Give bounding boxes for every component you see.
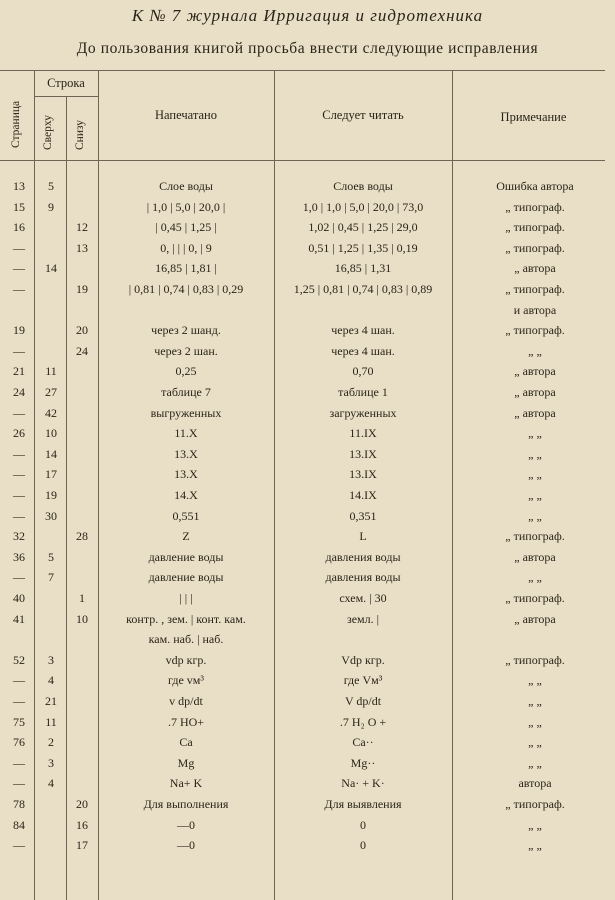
row-page-number: — [13, 467, 25, 482]
row-correct-text: земл. | [346, 611, 380, 626]
row-correct-text: таблице 1 [338, 385, 388, 399]
row-line-from-top [34, 279, 68, 299]
row-line-from-top: 7 [48, 570, 54, 585]
row-page-number: — [13, 343, 25, 358]
row-page-number: 40 [13, 591, 25, 605]
row-correct-text: давления воды [325, 570, 401, 585]
row-line-from-bottom [66, 444, 98, 464]
row-printed-text: 11.X [174, 426, 198, 441]
row-line-from-bottom [66, 773, 98, 793]
row-note: и автора [513, 302, 557, 317]
row-printed-text: давление воды [148, 570, 224, 585]
row-page-number: — [13, 488, 25, 502]
row-line-from-bottom [66, 176, 98, 196]
row-page-number: — [13, 673, 25, 688]
row-correct-text: 13.IX [349, 467, 377, 482]
row-line-from-bottom: 13 [76, 240, 88, 255]
row-printed-text: давление воды [148, 549, 224, 564]
row-line-from-top [34, 815, 68, 835]
row-line-from-bottom [66, 506, 98, 526]
header-top-rule [0, 70, 605, 71]
header-read: Следует читать [322, 108, 404, 122]
row-correct-text: давления воды [325, 549, 401, 564]
row-line-from-top: 11 [45, 714, 57, 729]
row-page-number: 32 [13, 529, 25, 544]
row-line-from-top: 11 [45, 364, 57, 379]
row-page-number: 84 [13, 817, 25, 832]
row-page-number: 52 [13, 652, 25, 667]
row-page-number: — [13, 776, 25, 791]
row-page-number: — [13, 282, 25, 296]
header-top: Сверху [42, 115, 54, 150]
row-line-from-bottom [66, 732, 98, 752]
row-page-number: — [13, 405, 25, 420]
row-page-number: 15 [13, 199, 25, 214]
row-line-from-bottom [66, 300, 98, 320]
row-line-from-top [34, 794, 68, 814]
row-line-from-top [34, 341, 68, 361]
row-line-from-top: 42 [45, 405, 57, 420]
row-page-number: — [13, 508, 25, 523]
row-page-number: — [13, 838, 25, 853]
row-printed-text [98, 300, 274, 320]
row-line-from-bottom [66, 670, 98, 690]
row-printed-text: 13.X [174, 446, 198, 461]
header-note: Примечание [500, 110, 567, 124]
row-note: „ „ [528, 755, 542, 770]
row-page-number: — [13, 570, 25, 585]
row-printed-text: через 2 шанд. [151, 323, 221, 338]
row-line-from-top: 5 [48, 179, 54, 193]
row-correct-text: Mg·· [350, 755, 376, 770]
row-line-from-top: 21 [45, 694, 57, 708]
row-line-from-top: 9 [48, 199, 54, 214]
row-note: „ автора [514, 549, 556, 564]
row-note: „ автора [514, 261, 556, 276]
row-printed-text: vdp кгр. [165, 652, 207, 667]
row-note: „ типограф. [505, 282, 565, 296]
row-correct-text: через 4 шан. [331, 343, 395, 358]
row-correct-text: Ca·· [352, 735, 374, 750]
row-line-from-top [34, 238, 68, 258]
row-correct-text: 1,0 | 1,0 | 5,0 | 20,0 | 73,0 [302, 199, 424, 214]
row-note: „ автора [514, 405, 556, 420]
row-note: „ типограф. [505, 323, 565, 338]
row-correct-text: 0,70 [352, 364, 374, 379]
row-page-number: 24 [13, 385, 25, 399]
row-line-from-bottom [66, 361, 98, 381]
row-page-number: 78 [13, 797, 25, 811]
row-line-from-bottom [66, 464, 98, 484]
header-page: Страница [10, 100, 22, 148]
row-page-number [2, 629, 36, 649]
row-correct-text: Слоев воды [333, 179, 393, 193]
row-page-number: — [13, 755, 25, 770]
row-printed-text: Слое воды [159, 179, 213, 193]
row-printed-text: | 0,81 | 0,74 | 0,83 | 0,29 [128, 282, 244, 296]
row-page-number: — [13, 240, 25, 255]
row-line-from-top [34, 629, 68, 649]
row-correct-text: 14.IX [349, 488, 377, 502]
row-line-from-bottom: 12 [76, 220, 88, 235]
row-line-from-bottom [66, 650, 98, 670]
row-line-from-bottom [66, 485, 98, 505]
row-correct-text: 11.IX [349, 426, 377, 441]
row-correct-text: 0,351 [349, 508, 377, 523]
row-page-number: 76 [13, 735, 25, 750]
row-page-number: 16 [13, 220, 25, 235]
row-correct-text: загруженных [329, 405, 397, 420]
row-correct-text: .7 H₂ O + [339, 714, 387, 729]
row-line-from-top [34, 835, 68, 855]
row-correct-text [275, 629, 451, 649]
row-note: „ „ [528, 446, 542, 461]
row-page-number: 75 [13, 714, 25, 729]
row-page-number: 21 [13, 364, 25, 379]
row-printed-text: .7 HO+ [167, 714, 205, 729]
row-line-from-bottom [66, 258, 98, 278]
row-printed-text: 0,25 [175, 364, 197, 379]
row-printed-text: через 2 шан. [154, 343, 218, 358]
row-page-number: 41 [13, 611, 25, 626]
row-printed-text: v dp/dt [169, 694, 203, 708]
row-printed-text: | 0,45 | 1,25 | [155, 220, 217, 235]
row-printed-text: | | | [179, 591, 193, 605]
row-note: „ „ [528, 714, 542, 729]
row-printed-text: 0, | | | 0, | 9 [160, 240, 212, 255]
row-page-number: — [13, 694, 25, 708]
row-line-from-bottom [66, 567, 98, 587]
row-line-from-bottom [66, 753, 98, 773]
row-line-from-bottom: 28 [76, 529, 88, 544]
row-correct-text: V dp/dt [344, 694, 382, 708]
row-note: „ „ [528, 488, 542, 502]
row-printed-text: таблице 7 [161, 385, 211, 399]
row-correct-text: 1,02 | 0,45 | 1,25 | 29,0 [308, 220, 418, 235]
row-line-from-bottom [66, 197, 98, 217]
row-line-from-bottom: 20 [76, 797, 88, 811]
row-note: „ „ [528, 467, 542, 482]
row-page-number: 19 [13, 323, 25, 338]
row-printed-text: 13.X [174, 467, 198, 482]
row-page-number: — [13, 261, 25, 276]
row-note: „ типограф. [505, 591, 565, 605]
row-note: „ „ [528, 735, 542, 750]
row-line-from-top: 14 [45, 446, 57, 461]
row-correct-text: где Vм³ [343, 673, 383, 688]
row-line-from-bottom [66, 403, 98, 423]
row-line-from-top: 30 [45, 508, 57, 523]
row-line-from-bottom: 24 [76, 343, 88, 358]
row-correct-text: 0 [360, 838, 366, 853]
row-printed-text: Для выполнения [143, 797, 229, 811]
row-line-from-bottom [66, 712, 98, 732]
row-line-from-top: 17 [45, 467, 57, 482]
row-line-from-bottom [66, 547, 98, 567]
row-note: „ типограф. [505, 797, 565, 811]
row-note: автора [518, 776, 552, 791]
row-note: „ типограф. [505, 199, 565, 214]
row-line-from-top: 19 [45, 488, 57, 502]
row-line-from-top [34, 588, 68, 608]
journal-title: К № 7 журнала Ирригация и гидротехника [131, 6, 484, 25]
row-note: „ типограф. [505, 529, 565, 544]
row-correct-text: L [359, 529, 367, 544]
row-note: „ типограф. [505, 240, 565, 255]
row-correct-text: 13.IX [349, 446, 377, 461]
row-printed-text: Na+ K [169, 776, 203, 791]
col-divider-read [452, 70, 453, 900]
header-line: Строка [47, 76, 85, 90]
row-note: „ автора [514, 611, 556, 626]
row-line-from-top: 3 [48, 652, 54, 667]
row-page-number: 36 [13, 549, 25, 564]
row-line-from-bottom: 10 [76, 611, 88, 626]
errata-subtitle: До пользования книгой просьба внести следующие исправления [76, 40, 539, 57]
row-printed-text: выгруженных [150, 405, 222, 420]
row-line-from-top [34, 320, 68, 340]
row-correct-text: 16,85 | 1,31 [334, 261, 392, 276]
row-line-from-bottom: 1 [79, 591, 85, 605]
row-line-from-top [34, 217, 68, 237]
row-printed-text: где vм³ [168, 673, 204, 688]
row-line-from-bottom [66, 691, 98, 711]
row-correct-text: через 4 шан. [331, 323, 395, 338]
row-line-from-bottom: 19 [76, 282, 88, 296]
row-printed-text: 16,85 | 1,81 | [155, 261, 217, 276]
row-printed-text: 14.X [174, 488, 198, 502]
row-printed-text: —0 [177, 838, 195, 853]
row-note: „ типограф. [505, 652, 565, 667]
row-note: „ „ [528, 426, 542, 441]
row-printed-text: 0,551 [172, 508, 200, 523]
header-bottom: Снизу [74, 119, 86, 150]
row-note: „ „ [528, 343, 542, 358]
row-line-from-bottom: 17 [76, 838, 88, 853]
row-note [455, 629, 615, 649]
row-line-from-bottom: 20 [76, 323, 88, 338]
row-line-from-top: 10 [45, 426, 57, 441]
row-line-from-bottom [66, 382, 98, 402]
row-printed-text: Z [182, 529, 190, 544]
row-note: „ „ [528, 817, 542, 832]
row-page-number: — [13, 446, 25, 461]
row-correct-text [275, 300, 451, 320]
row-correct-text: схем. | 30 [339, 591, 387, 605]
row-note: „ „ [528, 694, 542, 708]
row-correct-text: Vdp кгр. [341, 652, 385, 667]
row-note: „ „ [528, 838, 542, 853]
row-note: „ „ [528, 673, 542, 688]
row-line-from-top: 3 [48, 755, 54, 770]
row-correct-text: 0,51 | 1,25 | 1,35 | 0,19 [308, 240, 418, 255]
row-printed-text: —0 [177, 817, 195, 832]
row-page-number [2, 300, 36, 320]
row-correct-text: 0 [360, 817, 366, 832]
row-printed-text: Mg [177, 755, 195, 770]
row-note: „ „ [528, 508, 542, 523]
row-correct-text: Для выявления [324, 797, 402, 811]
row-line-from-top: 2 [48, 735, 54, 750]
row-printed-text: кам. наб. | наб. [148, 632, 224, 647]
header-printed: Напечатано [155, 108, 217, 122]
row-line-from-bottom: 16 [76, 817, 88, 832]
header-bottom-rule [0, 160, 605, 161]
row-line-from-bottom [66, 629, 98, 649]
row-page-number: 13 [13, 179, 25, 193]
row-page-number: 26 [13, 426, 25, 441]
row-line-from-top [34, 300, 68, 320]
row-line-from-top: 4 [48, 673, 54, 688]
row-line-from-top: 4 [48, 776, 54, 791]
row-line-from-top [34, 526, 68, 546]
row-correct-text: Na· + K· [341, 776, 385, 791]
row-note: „ автора [514, 385, 556, 399]
row-printed-text: Ca [179, 735, 193, 750]
row-line-from-top: 5 [48, 549, 54, 564]
row-line-from-top: 14 [45, 261, 57, 276]
row-note: „ „ [528, 570, 542, 585]
row-line-from-top [34, 609, 68, 629]
row-printed-text: | 1,0 | 5,0 | 20,0 | [146, 199, 226, 214]
row-printed-text: контр. , зем. | конт. кам. [126, 611, 246, 626]
row-note: „ автора [514, 364, 556, 379]
row-note: „ типограф. [505, 220, 565, 235]
row-note: Ошибка автора [496, 179, 574, 193]
row-line-from-top: 27 [45, 385, 57, 399]
row-line-from-bottom [66, 423, 98, 443]
row-correct-text: 1,25 | 0,81 | 0,74 | 0,83 | 0,89 [293, 282, 433, 296]
